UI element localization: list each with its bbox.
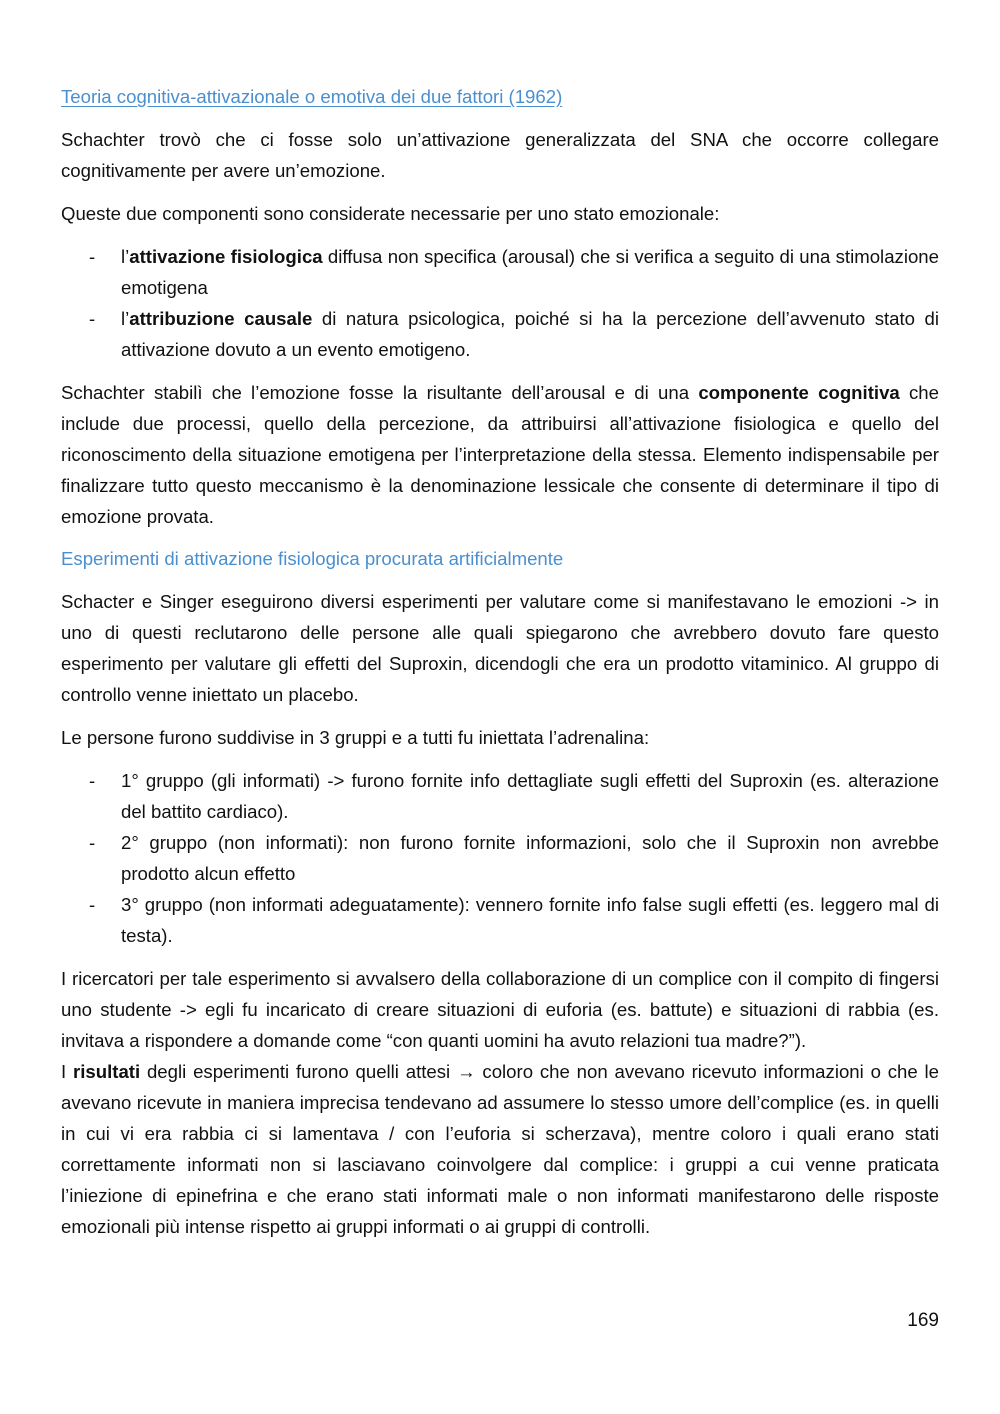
list-item — [61, 827, 939, 889]
list-dash-marker: - — [89, 832, 96, 853]
paragraph-text: degli esperimenti furono quelli attesi → coloro che non avevano ricevuto informazioni o che le avevano ricevute in maniera imprecisa tendevano ad assumere lo stesso umore dell’complice (es. in quelli in cui vi era rabbia ci si lamentava / con l’euforia si scherzava), mentre coloro i quali erano stati correttamente informati non si lasciavano coinvolgere dal complice: i gruppi a cui venne praticata l’iniezione di epinefrina e che erano stati informati male o non informati manifestarono delle risposte emozionali più intense rispetto ai gruppi informati o ai gruppi di controlli. — [61, 1061, 939, 1237]
list-item-bold-term: attivazione fisiologica — [129, 246, 323, 267]
bold-term: componente cognitiva — [698, 382, 900, 403]
bold-term: risultati — [72, 1061, 141, 1082]
components-list — [61, 241, 939, 365]
list-item-text: 1° gruppo (gli informati) -> furono fornite info dettagliate sugli effetti del Suproxin (es. alterazione del battito cardiaco). — [121, 770, 939, 822]
list-item-prefix: l’ — [121, 308, 130, 329]
list-item — [61, 241, 939, 303]
list-item-text: di natura psicologica, poiché si ha la percezione dell’avvenuto stato di attivazione dovuto a un evento emotigeno. — [121, 308, 939, 360]
section-heading-experiments: Esperimenti di attivazione fisiologica procurata artificialmente — [61, 548, 564, 569]
paragraph-text: Schachter stabilì che l’emozione fosse la risultante dell’arousal e di una — [61, 382, 699, 403]
paragraph-results — [61, 1056, 939, 1242]
paragraph-components-intro: Queste due componenti sono considerate necessarie per uno stato emozionale: — [61, 203, 720, 224]
list-item-text: 3° gruppo (non informati adeguatamente): vennero fornite info false sugli effetti (es. leggero mal di testa). — [121, 894, 939, 946]
groups-list — [61, 765, 939, 951]
list-item-text: 2° gruppo (non informati): non furono fornite informazioni, solo che il Suproxin non avrebbe prodotto alcun effetto — [121, 832, 939, 884]
list-item-bold-term: attribuzione causale — [129, 308, 313, 329]
paragraph-schachter-intro: Schachter trovò che ci fosse solo un’attivazione generalizzata del SNA che occorre collegare cognitivamente per avere un’emozione. — [61, 129, 939, 181]
list-dash-marker: - — [89, 894, 96, 915]
paragraph-cognitive-component — [61, 377, 939, 532]
page-number: 169 — [907, 1310, 939, 1331]
list-item — [61, 303, 939, 365]
paragraph-groups-intro: Le persone furono suddivise in 3 gruppi e a tutti fu iniettata l’adrenalina: — [61, 727, 650, 748]
paragraph-text: che include due processi, quello della percezione, da attribuirsi all’attivazione fisiologica e quello del riconoscimento della situazione emotigena per l’interpretazione della stessa. Elemento indispensabile per finalizzare tutto questo meccanismo è la denominazione lessicale che consente di determinare il tipo di emozione provata. — [61, 382, 939, 527]
document-page — [61, 82, 939, 1254]
paragraph-text: I — [61, 1061, 73, 1082]
list-dash-marker: - — [89, 246, 96, 267]
list-dash-marker: - — [89, 308, 96, 329]
section-heading-theory: Teoria cognitiva-attivazionale o emotiva dei due fattori (1962) — [61, 86, 563, 107]
paragraph-accomplice: I ricercatori per tale esperimento si avvalsero della collaborazione di un complice con il compito di fingersi uno studente -> egli fu incaricato di creare situazioni di euforia (es. battute) e situazioni di rabbia (es. invitava a rispondere a domande come “con quanti uomini ha avuto relazioni tua madre?”). — [61, 968, 939, 1051]
list-item-prefix: l’ — [121, 246, 130, 267]
list-item — [61, 765, 939, 827]
list-dash-marker: - — [89, 770, 96, 791]
list-item — [61, 889, 939, 951]
paragraph-experiment-description: Schacter e Singer eseguirono diversi esperimenti per valutare come si manifestavano le emozioni -> in uno di questi reclutarono delle persone alle quali spiegarono che avrebbero dovuto fare questo esperimento per valutare gli effetti del Suproxin, dicendogli che era un prodotto vitaminico. Al gruppo di controllo venne iniettato un placebo. — [61, 591, 939, 705]
list-item-text: diffusa non specifica (arousal) che si verifica a seguito di una stimolazione emotigena — [121, 246, 939, 298]
